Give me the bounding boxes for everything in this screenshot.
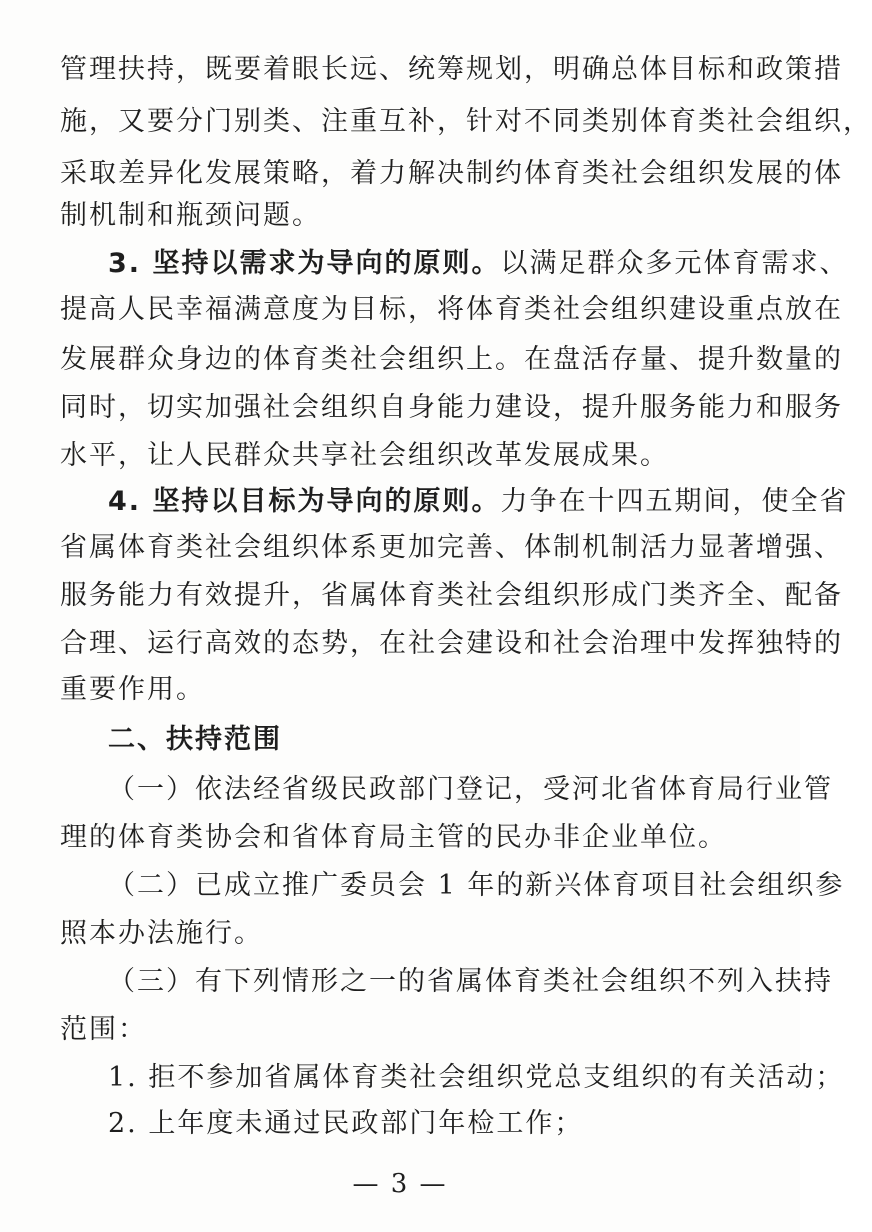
body-text-line: 施，又要分门别类、注重互补，针对不同类别体育类社会组织， [60,106,872,137]
body-text-line: 理的体育类协会和省体育局主管的民办非企业单位。 [60,822,727,853]
body-text-line: 水平，让人民群众共享社会组织改革发展成果。 [60,440,669,471]
body-text-line: 采取差异化发展策略，着力解决制约体育类社会组织发展的体 [60,158,843,189]
page-number: — 3 — [352,1169,448,1199]
exclusion-case-2: 2. 上年度未通过民政部门年检工作； [108,1108,584,1139]
principle-3-text: 以满足群众多元体育需求、 [500,248,849,279]
body-text-line: 服务能力有效提升，省属体育类社会组织形成门类齐全、配备 [60,580,843,611]
principle-3-heading: 3. 坚持以需求为导向的原则。 [108,248,501,279]
body-text-line: 合理、运行高效的态势，在社会建设和社会治理中发挥独特的 [60,628,843,659]
principle-3-line [108,244,849,284]
exclusion-case-1: 1. 拒不参加省属体育类社会组织党总支组织的有关活动； [108,1062,845,1093]
body-text-line: 提高人民幸福满意度为目标，将体育类社会组织建设重点放在 [60,294,843,325]
principle-4-line [108,482,849,522]
scope-item-2-line: （二）已成立推广委员会 1 年的新兴体育项目社会组织参 [108,870,845,901]
scope-item-3-line: （三）有下列情形之一的省属体育类社会组织不列入扶持 [108,966,833,997]
body-text-line: 省属体育类社会组织体系更加完善、体制机制活力显著增强、 [60,532,843,563]
body-text-line: 发展群众身边的体育类社会组织上。在盘活存量、提升数量的 [60,344,843,375]
body-text-line: 照本办法施行。 [60,918,263,949]
body-text-line: 重要作用。 [60,674,205,705]
section-title: 二、扶持范围 [108,724,282,755]
body-text-line: 管理扶持，既要着眼长远、统筹规划，明确总体目标和政策措 [60,54,843,85]
scope-item-1-line: （一）依法经省级民政部门登记，受河北省体育局行业管 [108,774,833,805]
body-text-line: 范围： [60,1014,147,1045]
body-text-line: 制机制和瓶颈问题。 [60,200,321,231]
body-text-line: 同时，切实加强社会组织自身能力建设，提升服务能力和服务 [60,392,843,423]
principle-4-text: 力争在十四五期间，使全省 [500,486,849,517]
principle-4-heading: 4. 坚持以目标为导向的原则。 [108,486,501,517]
